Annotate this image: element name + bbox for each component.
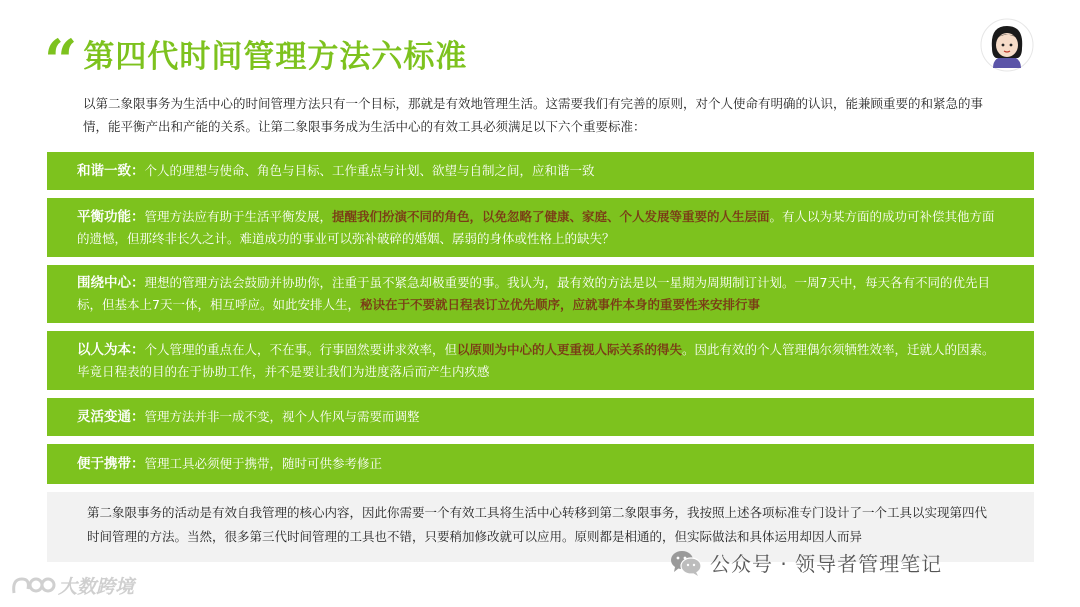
standard-text: 个人的理想与使命、角色与目标、工作重点与计划、欲望与自制之间，应和谐一致 — [144, 163, 595, 178]
standard-label: 灵活变通： — [77, 409, 145, 425]
standard-text: 管理方法应有助于生活平衡发展， — [144, 208, 333, 224]
standard-row-balance — [47, 198, 1034, 257]
standard-row-flexible — [47, 398, 1034, 436]
standard-label: 平衡功能： — [77, 208, 145, 225]
brand-watermark-text: 大数跨境 — [58, 576, 135, 598]
standard-highlight: 秘诀在于不要就日程表订立优先顺序，应就事件本身的重要性来安排行事 — [359, 297, 760, 312]
avatar-icon — [980, 18, 1034, 72]
standard-text: 管理方法并非一成不变，视个人作风与需要而调整 — [144, 409, 420, 424]
standard-text-rest: 。有人以为某方面的成功可补偿其他方面的遗憾，但那终非长久之计。难道成功的事业可以弥补破碎的婚姻、孱弱的身体或性格上的缺失？ — [77, 208, 995, 246]
conclusion-paragraph: 第二象限事务的活动是有效自我管理的核心内容，因此你需要一个有效工具将生活中心转移到第二象限事务，我按照上述各项标准专门设计了一个工具以实现第四代时间管理的方法。当然，很多第三代时间管理的工具也不错，只要稍加修改就可以应用。原则都是相通的，但实际做法和具体运用却因人而异 — [87, 505, 988, 544]
standard-row-portable — [47, 444, 1034, 484]
brand-logo-icon — [10, 573, 56, 599]
wechat-watermark-text: 公众号 · 领导者管理笔记 — [710, 552, 943, 576]
standard-text-rest: 。因此有效的个人管理偶尔须牺牲效率，迁就人的因素。毕竟日程表的目的在于协助工作，并不是要让我们为进度落后而产生内疚感 — [77, 341, 995, 379]
intro-paragraph: 以第二象限事务为生活中心的时间管理方法只有一个目标，那就是有效地管理生活。这需要我们有完善的原则，对个人使命有明确的认识，能兼顾重要的和紧急的事情，能平衡产出和产能的关系。让第二象限事务成为生活中心的有效工具必须满足以下六个重要标准： — [83, 96, 984, 134]
wechat-watermark — [670, 548, 942, 577]
standard-text: 理想的管理方法会鼓励并协助你，注重于虽不紧急却极重要的事。我认为，最有效的方法是以一星期为周期制订计划。一周7天中，每天各有不同的优先目标，但基本上7天一体，相互呼应。如此安排人生， — [77, 275, 990, 312]
standard-row-people — [47, 331, 1034, 390]
standard-row-harmony — [47, 152, 1034, 190]
brand-watermark — [10, 572, 134, 599]
standard-highlight: 以原则为中心的人更重视人际关系的得失 — [457, 341, 683, 357]
wechat-icon — [670, 549, 702, 577]
standard-text: 管理工具必须便于携带，随时可供参考修正 — [144, 456, 383, 471]
page-title: 第四代时间管理方法六标准 — [83, 38, 468, 75]
page-title-block — [44, 27, 468, 95]
standard-highlight: 提醒我们扮演不同的角色，以免忽略了健康、家庭、个人发展等重要的人生层面 — [332, 208, 770, 224]
standard-label: 围绕中心： — [77, 275, 145, 291]
standard-label: 便于携带： — [77, 456, 145, 472]
standard-label: 以人为本： — [77, 341, 145, 358]
quote-mark: “ — [44, 27, 72, 95]
standard-label: 和谐一致： — [77, 163, 145, 179]
standard-text: 个人管理的重点在人，不在事。行事固然要讲求效率，但 — [144, 341, 458, 357]
standard-row-focus — [47, 265, 1034, 323]
